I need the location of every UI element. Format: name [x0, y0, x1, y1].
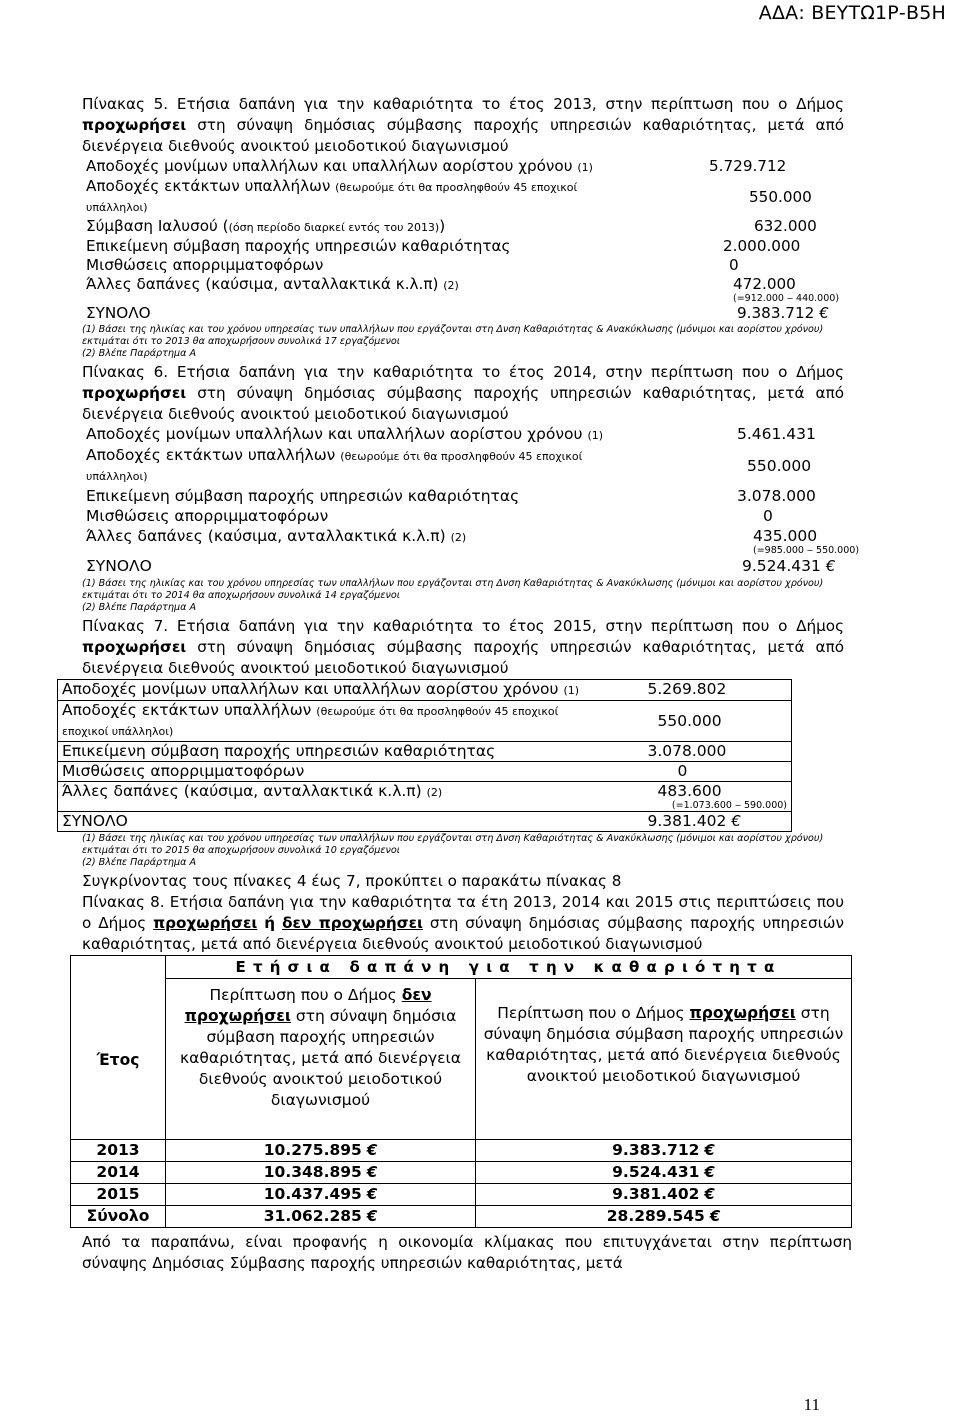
table-row: Μισθώσεις απορριμματοφόρων 0	[82, 507, 844, 527]
table-row: Επικείμενη σύμβαση παροχής υπηρεσιών καθαριότητας 2.000.000	[86, 237, 801, 255]
table5	[82, 157, 844, 323]
table-row: Σύνολο 31.062.285 € 28.289.545 €	[71, 1206, 852, 1228]
table-row: Αποδοχές εκτάκτων υπαλλήλων (θεωρούμε ότι θα προσληφθούν 45 εποχικοί εποχικοί υπάλληλοι) 550.000	[58, 701, 792, 742]
table-row: 2014 10.348.895 € 9.524.431 €	[71, 1162, 852, 1184]
table-row: Άλλες δαπάνες (καύσιμα, ανταλλακτικά κ.λ.π) (2) 435.000 (=985.000 ‒ 550.000)	[82, 527, 844, 557]
table-row: 2015 10.437.495 € 9.381.402 €	[71, 1184, 852, 1206]
table5-footnote-1: (1) Βάσει της ηλικίας και του χρόνου υπηρεσίας των υπαλλήλων που εργάζονται στη Δνση Καθαριότητας & Ανακύκλωσης (μόνιμοι και αορίστου χρόνου) εκτιμάται ότι το 2013 θα αποχωρήσουν συνολικά 17 εργαζόμενοι	[82, 324, 824, 347]
euro-icon: €	[819, 304, 829, 322]
document-body	[62, 94, 860, 1289]
euro-icon: €	[731, 812, 741, 830]
table6-caption: Πίνακας 6. Ετήσια δαπάνη για την καθαριότητα το έτος 2014, στην περίπτωση που ο Δήμος προχωρήσει στη σύναψη δημόσιας σύμβασης παροχής υπηρεσιών καθαριότητας, μετά από διενέργεια διεθνούς ανοικτού μειοδοτικού διαγωνισμού	[82, 363, 845, 423]
euro-icon: €	[704, 1185, 715, 1203]
table5-footnote-2: (2) Βλέπε Παράρτημα Α	[82, 348, 197, 359]
table8-caption: Πίνακας 8. Ετήσια δαπάνη για την καθαριότητα τα έτη 2013, 2014 και 2015 στις περιπτώσεις που ο Δήμος προχωρήσει ή δεν προχωρήσει στη σύναψη δημόσιας σύμβασης παροχής υπηρεσιών καθαριότητας, μετά από διενέργεια διεθνούς ανοικτού μειοδοτικού διαγωνισμού	[82, 893, 844, 953]
euro-icon: €	[704, 1141, 715, 1159]
intro-text: Συγκρίνοντας τους πίνακες 4 έως 7, προκύπτει ο παρακάτω πίνακας 8	[82, 872, 622, 890]
table-row	[71, 956, 852, 979]
table-row: ΣΥΝΟΛΟ 9.524.431 €	[82, 557, 844, 577]
euro-icon: €	[366, 1185, 378, 1203]
euro-icon: €	[704, 1163, 715, 1181]
euro-icon: €	[366, 1207, 378, 1225]
table-row: Μισθώσεις απορριμματοφόρων 0	[58, 762, 792, 782]
ada-code: ΑΔΑ: ΒΕΥΤΩ1Ρ-Β5Η	[758, 2, 946, 24]
table6-footnote-1: (1) Βάσει της ηλικίας και του χρόνου υπηρεσίας των υπαλλήλων που εργάζονται στη Δνση Καθαριότητας & Ανακύκλωσης (μόνιμοι και αορίστου χρόνου) εκτιμάται ότι το 2014 θα αποχωρήσουν συνολικά 14 εργαζόμενοι	[82, 578, 824, 601]
table7-footnote-1: (1) Βάσει της ηλικίας και του χρόνου υπηρεσίας των υπαλλήλων που εργάζονται στη Δνση Καθαριότητας & Ανακύκλωσης (μόνιμοι και αορίστου χρόνου) εκτιμάται ότι το 2015 θα αποχωρήσουν συνολικά 10 εργαζόμενοι	[82, 833, 824, 856]
table5-caption: Πίνακας 5. Ετήσια δαπάνη για την καθαριότητα το έτος 2013, στην περίπτωση που ο Δήμος προχωρήσει στη σύναψη δημόσιας σύμβασης παροχής υπηρεσιών καθαριότητας, μετά από διενέργεια διεθνούς ανοικτού μειοδοτικού διαγωνισμού	[82, 95, 845, 155]
table-row: Επικείμενη σύμβαση παροχής υπηρεσιών καθαριότητας 3.078.000	[58, 742, 792, 762]
table6-footnote-2: (2) Βλέπε Παράρτημα Α	[82, 602, 197, 613]
table-row	[71, 979, 852, 1140]
table-row: Επικείμενη σύμβαση παροχής υπηρεσιών καθαριότητας 3.078.000	[82, 487, 844, 507]
table-row: ΣΥΝΟΛΟ 9.381.402 €	[58, 812, 792, 832]
column-header-yes: Περίπτωση που ο Δήμος προχωρήσει στη σύναψη δημόσια σύμβαση παροχής υπηρεσιών καθαριότητας, μετά από διενέργεια διεθνούς ανοικτού μειοδοτικού διαγωνισμού	[476, 979, 852, 1140]
table-row: Αποδοχές μονίμων υπαλλήλων και υπαλλήλων αορίστου χρόνου (1) 5.461.431	[82, 425, 844, 446]
table-row: Άλλες δαπάνες (καύσιμα, ανταλλακτικά κ.λ.π) (2) 472.000 (=912.000 ‒ 440.000)	[86, 275, 840, 304]
table-row: Άλλες δαπάνες (καύσιμα, ανταλλακτικά κ.λ.π) (2) 483.600 (=1.073.600 ‒ 590.000)	[58, 782, 792, 812]
euro-icon: €	[709, 1207, 721, 1225]
euro-icon: €	[825, 557, 836, 575]
table-row: ΣΥΝΟΛΟ 9.383.712 €	[86, 304, 829, 322]
table7-footnote-2: (2) Βλέπε Παράρτημα Α	[82, 857, 197, 868]
euro-icon: €	[366, 1163, 378, 1181]
table7-caption: Πίνακας 7. Ετήσια δαπάνη για την καθαριότητα το έτος 2015, στην περίπτωση που ο Δήμος προχωρήσει στη σύναψη δημόσιας σύμβασης παροχής υπηρεσιών καθαριότητας, μετά από διενέργεια διεθνούς ανοικτού μειοδοτικού διαγωνισμού	[82, 617, 845, 677]
euro-icon: €	[366, 1141, 378, 1159]
table-row: Αποδοχές μονίμων υπαλλήλων και υπαλλήλων αορίστου χρόνου (1) 5.269.802	[58, 680, 792, 701]
table-row: Αποδοχές εκτάκτων υπαλλήλων (θεωρούμε ότι θα προσληφθούν 45 εποχικοί υπάλληλοι) 550.000	[86, 177, 812, 214]
column-header-no: Περίπτωση που ο Δήμος δεν προχωρήσει στη σύναψη δημόσια σύμβαση παροχής υπηρεσιών καθαριότητας, μετά από διενέργεια διεθνούς ανοικτού μειοδοτικού διαγωνισμού	[166, 979, 476, 1140]
span-header: Ετήσια δαπάνη για την καθαριότητα	[166, 956, 852, 979]
table-row: Αποδοχές μονίμων υπαλλήλων και υπαλλήλων αορίστου χρόνου (1) 5.729.712	[86, 157, 787, 175]
closing-paragraph: Από τα παραπάνω, είναι προφανής η οικονομία κλίμακας που επιτυγχάνεται στην περίπτωση σύναψης Δημόσιας Σύμβασης παροχής υπηρεσιών καθαριότητας, μετά	[82, 1233, 852, 1272]
table-row: Αποδοχές εκτάκτων υπαλλήλων (θεωρούμε ότι θα προσληφθούν 45 εποχικοί υπάλληλοι) 550.000	[82, 446, 844, 487]
table7	[57, 679, 792, 832]
table6	[82, 425, 860, 577]
table-row: Μισθώσεις απορριμματοφόρων 0	[86, 256, 739, 274]
table-row: Σύμβαση Ιαλυσού ((όση περίοδο διαρκεί εντός του 2013)) 632.000	[86, 217, 817, 235]
table-row: 2013 10.275.895 € 9.383.712 €	[71, 1140, 852, 1162]
column-header-year: Έτος	[71, 956, 166, 1140]
page-number: 11	[803, 1395, 820, 1414]
table8	[70, 955, 852, 1228]
